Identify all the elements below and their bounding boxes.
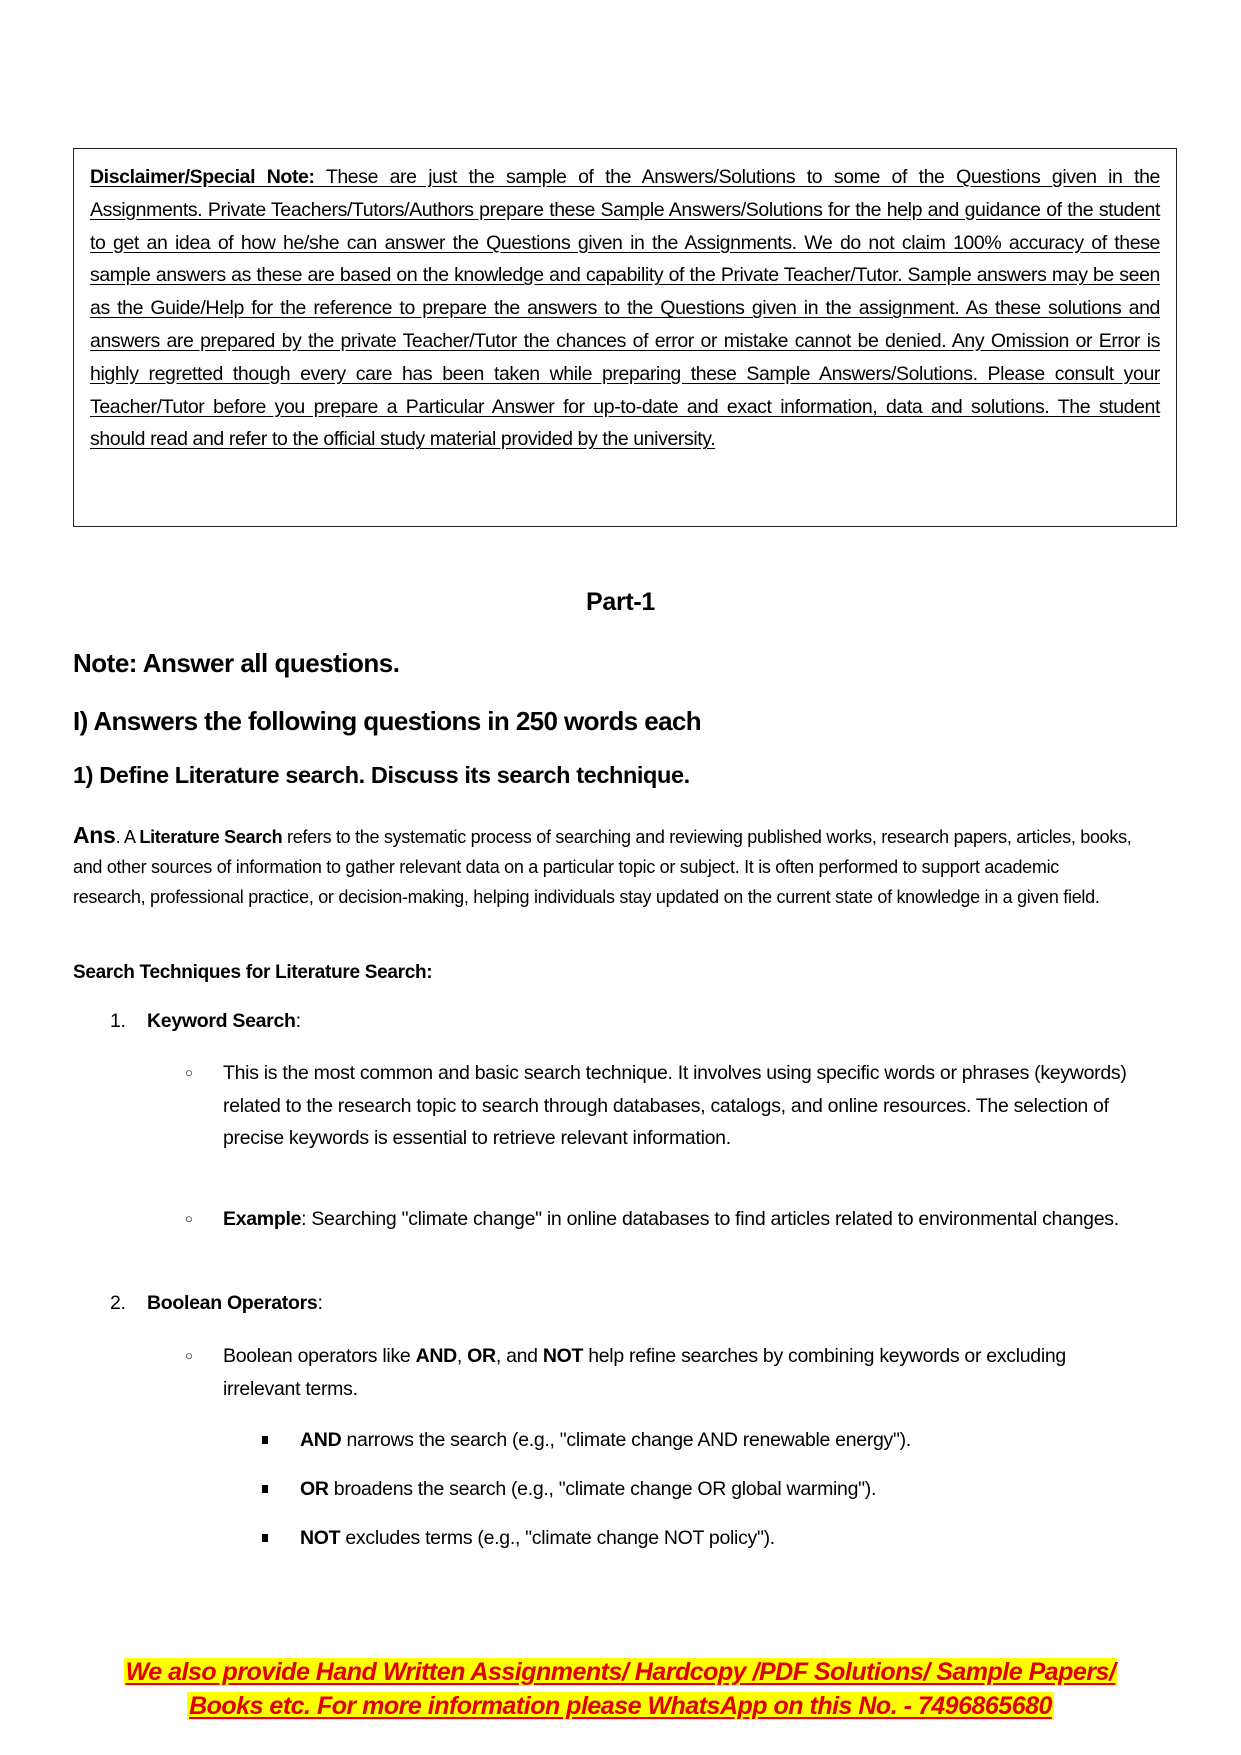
text: Boolean operators like bbox=[223, 1345, 416, 1367]
promo-line-2: Books etc. For more information please WhatsApp on this No. - 7496865680 bbox=[189, 1692, 1052, 1720]
text: , bbox=[456, 1345, 468, 1367]
technique-title bbox=[147, 1292, 323, 1315]
list-number: 2. bbox=[110, 1292, 126, 1314]
promo-line-1: We also provide Hand Written Assignments/ Hardcopy /PDF Solutions/ Sample Papers/ bbox=[125, 1658, 1116, 1686]
technique-title bbox=[147, 1010, 301, 1033]
technique-title-text: Boolean Operators bbox=[147, 1292, 318, 1314]
point-text bbox=[223, 1203, 1143, 1236]
promo-footer bbox=[0, 1655, 1241, 1723]
subpoint-rest: narrows the search (e.g., "climate change AND renewable energy"). bbox=[341, 1429, 911, 1451]
point-text: This is the most common and basic search technique. It involves using specific words or phrases (keywords) related to the research topic to search through databases, catalogs, and online resources. The selection of precise keywords is essential to retrieve relevant information. bbox=[223, 1062, 1127, 1149]
disclaimer-box bbox=[73, 148, 1177, 527]
subpoint-bold: NOT bbox=[300, 1527, 341, 1549]
technique-title-text: Keyword Search bbox=[147, 1010, 296, 1032]
subpoint-text bbox=[300, 1523, 775, 1553]
disclaimer-paragraph bbox=[90, 161, 1160, 456]
point-rest: : Searching "climate change" in online databases to find articles related to environmental changes. bbox=[301, 1208, 1119, 1230]
not-bold: NOT bbox=[542, 1345, 584, 1367]
answer-paragraph bbox=[73, 820, 1133, 912]
subpoint-text bbox=[300, 1474, 876, 1504]
circle-bullet-icon: ○ bbox=[185, 1348, 193, 1363]
square-bullet-icon bbox=[262, 1534, 268, 1542]
point-bold: Example bbox=[223, 1208, 302, 1230]
answer-pre: . A bbox=[115, 827, 140, 847]
text: help refine searches by combining keywords or excluding irrelevant terms. bbox=[223, 1345, 1066, 1400]
colon: : bbox=[295, 1010, 301, 1032]
note-heading: Note: Answer all questions. bbox=[73, 648, 400, 678]
answer-text: refers to the systematic process of searching and reviewing published works, research papers, articles, books, and other sources of information to gather relevant data on a particular topic or subject. It is often performed to support academic research, professional practice, or decision-making, helping individuals stay updated on the current state of knowledge in a given field. bbox=[73, 827, 1132, 907]
list-number: 1. bbox=[110, 1010, 126, 1032]
circle-bullet-icon: ○ bbox=[185, 1065, 193, 1080]
part-title: Part-1 bbox=[585, 588, 656, 616]
section-heading: I) Answers the following questions in 250 words each bbox=[73, 706, 702, 736]
subpoint-bold: OR bbox=[300, 1478, 329, 1500]
square-bullet-icon bbox=[262, 1436, 268, 1444]
answer-label: Ans bbox=[73, 822, 116, 848]
question-heading: 1) Define Literature search. Discuss its search technique. bbox=[73, 762, 690, 788]
subpoint-bold: AND bbox=[300, 1429, 342, 1451]
techniques-heading: Search Techniques for Literature Search: bbox=[73, 962, 433, 983]
subpoint-rest: excludes terms (e.g., "climate change NOT policy"). bbox=[340, 1527, 775, 1549]
square-bullet-icon bbox=[262, 1485, 268, 1493]
subpoint-rest: broadens the search (e.g., "climate change OR global warming"). bbox=[328, 1478, 877, 1500]
disclaimer-lead: Disclaimer/Special Note: bbox=[90, 166, 315, 188]
text: , and bbox=[495, 1345, 543, 1367]
or-bold: OR bbox=[467, 1345, 496, 1367]
disclaimer-text: These are just the sample of the Answers/Solutions to some of the Questions given in the Assignments. Private Teachers/Tutors/Authors prepare these Sample Answers/Solutions for the help and guidance of the student to get an idea of how he/she can answer the Questions given in the Assignments. We do not claim 100% accuracy of these sample answers as these are based on the knowledge and capability of the Private Teacher/Tutor. Sample answers may be seen as the Guide/Help for the reference to prepare the answers to the Questions given in the assignment. As these solutions and answers are prepared by the private Teacher/Tutor the chances of error or mistake cannot be denied. Any Omission or Error is highly regretted though every care has been taken while preparing these Sample Answers/Solutions. Please consult your Teacher/Tutor before you prepare a Particular Answer for up-to-date and exact information, data and solutions. The student should read and refer to the official study material provided by the university. bbox=[90, 166, 1160, 451]
colon: : bbox=[317, 1292, 323, 1314]
point-text bbox=[223, 1340, 1143, 1405]
answer-term: Literature Search bbox=[139, 827, 283, 847]
subpoint-text bbox=[300, 1425, 911, 1455]
and-bold: AND bbox=[415, 1345, 457, 1367]
circle-bullet-icon: ○ bbox=[185, 1211, 193, 1226]
